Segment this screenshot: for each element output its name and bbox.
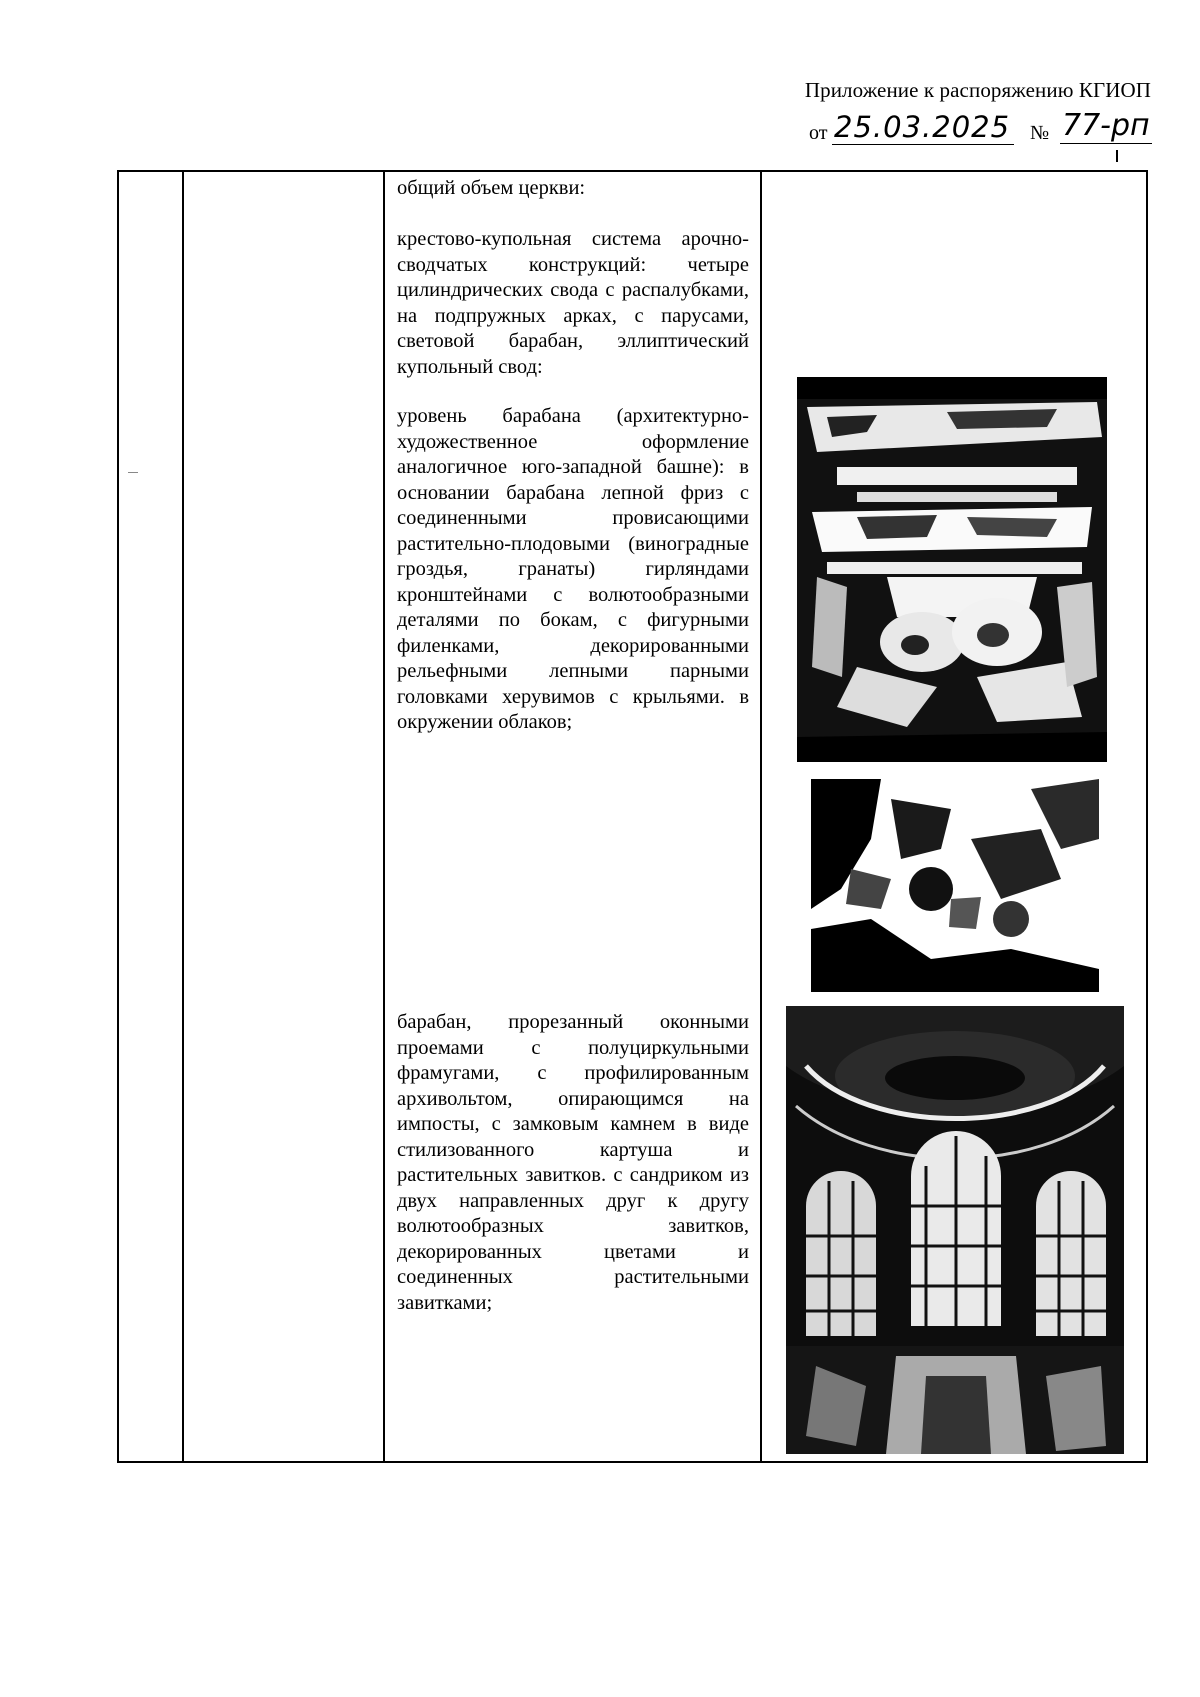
description-text-4: барабан, прорезанный оконными проемами с полуциркульными фрамугами, с профилированным архивольтом, опирающимся на импосты, с замковым камнем в виде стилизованного картуша и растительных завитков. с сандриком из двух направленных друг к другу волютообразных завитков, декорированных цветами и соединенных растительными завитками;: [397, 1011, 749, 1314]
photo-drum-windows: [786, 1006, 1124, 1454]
annex-title: Приложение к распоряжению КГИОП: [804, 78, 1151, 102]
order-number: 77-рп: [1062, 108, 1150, 143]
photo-cherub-detail: [811, 779, 1099, 992]
description-table: [117, 170, 1148, 1463]
order-reference: [780, 108, 1160, 156]
column-divider-3: [760, 172, 762, 1461]
description-text-3: уровень барабана (архитектурно-художественное оформление аналогичное юго-западной башне): в основании барабана лепной фриз с соединенными провисающими растительно-плодовыми (виноградные гроздья, гранаты) гирляндами кронштейнами с волютообразными деталями по бокам, с фигурными филенками, декорированными рельефными лепными парными головками херувимов с крыльями. в окружении облаков;: [397, 405, 749, 733]
number-label: №: [1030, 122, 1050, 144]
photo-drum-frieze: [797, 377, 1107, 762]
signature-stroke: [1116, 150, 1118, 162]
column-divider-1: [182, 172, 184, 1461]
order-date: 25.03.2025: [832, 110, 1014, 145]
column-divider-2: [383, 172, 385, 1461]
description-text-1: общий объем церкви:: [397, 177, 586, 199]
description-text-2: крестово-купольная система арочно-сводчатых конструкций: четыре цилиндрических свода с распалубками, на подпружных арках, с парусами, световой барабан, эллиптический купольный свод:: [397, 228, 749, 378]
ot-label: от: [809, 122, 828, 144]
